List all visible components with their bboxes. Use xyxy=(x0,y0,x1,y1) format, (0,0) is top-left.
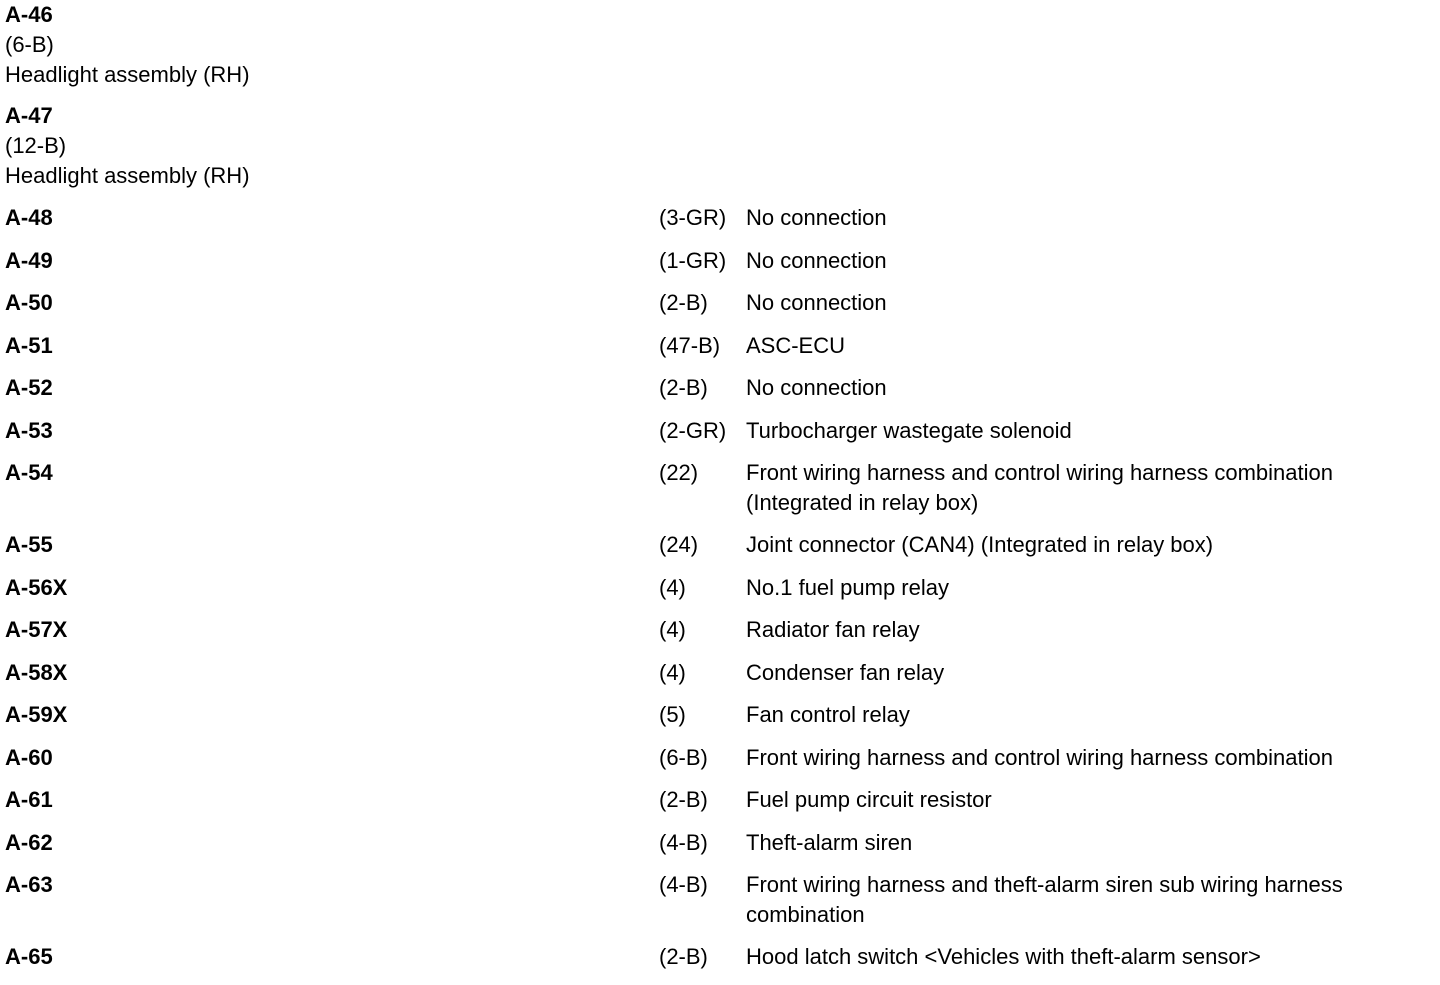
connector-pins: (4) xyxy=(659,659,686,685)
description-line: ASC-ECU xyxy=(746,332,846,358)
description-line: combination xyxy=(746,902,865,927)
description-line: Fuel pump circuit resistor xyxy=(746,787,992,812)
connector-row xyxy=(5,573,1435,616)
description-line: Theft-alarm siren xyxy=(746,829,913,855)
connector-code: A-53 xyxy=(5,417,53,443)
connector-pins: (4) xyxy=(659,617,686,642)
connector-pins: (24) xyxy=(659,532,699,557)
description-line: Condenser fan relay xyxy=(746,659,945,685)
connector-pins: (2-B) xyxy=(659,375,708,400)
connector-row xyxy=(5,743,1435,786)
connector-pins: (47-B) xyxy=(659,332,721,358)
connector-row xyxy=(5,785,1435,828)
connector-row xyxy=(5,828,1435,871)
connector-pins: (2-GR) xyxy=(659,417,727,443)
connector-table xyxy=(5,203,1435,985)
connector-list-page xyxy=(5,0,1435,969)
description-line: Turbocharger wastegate solenoid xyxy=(746,417,1072,443)
connector-description xyxy=(746,942,1436,972)
connector-description xyxy=(746,530,1436,560)
connector-code: A-50 xyxy=(5,290,53,315)
connector-pins: (5) xyxy=(659,702,686,727)
connector-description xyxy=(746,700,1436,730)
connector-code: A-56X xyxy=(5,574,68,600)
description-line: Fan control relay xyxy=(746,702,910,727)
connector-row xyxy=(5,331,1435,374)
description-line: Front wiring harness and control wiring harness combination xyxy=(746,744,1333,770)
connector-row xyxy=(5,373,1435,416)
connector-description: Headlight assembly (RH) xyxy=(5,163,250,188)
connector-description xyxy=(746,615,1436,645)
description-line: No connection xyxy=(746,375,887,400)
connector-code: A-55 xyxy=(5,532,53,557)
connector-code: A-47 xyxy=(5,103,53,128)
connector-row xyxy=(5,870,1435,942)
description-line: Radiator fan relay xyxy=(746,617,920,642)
connector-row xyxy=(5,700,1435,743)
description-line: Front wiring harness and theft-alarm siren sub wiring harness xyxy=(746,872,1343,897)
connector-code: A-61 xyxy=(5,787,53,812)
connector-row xyxy=(5,942,1435,985)
connector-description xyxy=(746,373,1436,403)
connector-row xyxy=(5,658,1435,701)
connector-description xyxy=(746,658,1436,688)
connector-code: A-46 xyxy=(5,2,53,27)
connector-description xyxy=(746,331,1436,361)
connector-description xyxy=(746,416,1436,446)
connector-pins: (12-B) xyxy=(5,133,67,158)
connector-pins: (4) xyxy=(659,574,686,600)
connector-code: A-59X xyxy=(5,702,68,727)
connector-pins: (2-B) xyxy=(659,290,708,315)
connector-code: A-58X xyxy=(5,659,68,685)
connector-row xyxy=(5,203,1435,246)
connector-code: A-54 xyxy=(5,460,53,485)
connector-row xyxy=(5,458,1435,530)
connector-description xyxy=(746,870,1436,930)
connector-pins: (2-B) xyxy=(659,944,708,969)
connector-entry xyxy=(5,101,1435,191)
connector-row xyxy=(5,530,1435,573)
connector-description xyxy=(746,573,1436,603)
connector-description xyxy=(746,203,1436,233)
connector-pins: (4-B) xyxy=(659,829,708,855)
connector-description xyxy=(746,828,1436,858)
description-line: No connection xyxy=(746,247,887,273)
connector-code: A-49 xyxy=(5,247,53,273)
connector-pins: (6-B) xyxy=(659,744,708,770)
connector-row xyxy=(5,615,1435,658)
description-line: Joint connector (CAN4) (Integrated in relay box) xyxy=(746,532,1214,557)
connector-description xyxy=(746,743,1436,773)
connector-code: A-48 xyxy=(5,205,53,230)
description-line: No connection xyxy=(746,205,887,230)
connector-description xyxy=(746,785,1436,815)
connector-pins: (2-B) xyxy=(659,787,708,812)
connector-pins: (1-GR) xyxy=(659,247,727,273)
stacked-entries xyxy=(5,0,1435,191)
connector-code: A-62 xyxy=(5,829,53,855)
connector-pins: (3-GR) xyxy=(659,205,727,230)
description-line: No.1 fuel pump relay xyxy=(746,574,949,600)
connector-row xyxy=(5,288,1435,331)
connector-entry xyxy=(5,0,1435,90)
connector-code: A-57X xyxy=(5,617,68,642)
connector-code: A-65 xyxy=(5,944,53,969)
connector-row xyxy=(5,246,1435,289)
connector-code: A-60 xyxy=(5,744,53,770)
connector-description xyxy=(746,288,1436,318)
connector-row xyxy=(5,416,1435,459)
description-line: Front wiring harness and control wiring harness combination xyxy=(746,460,1333,485)
description-line: No connection xyxy=(746,290,887,315)
connector-pins: (4-B) xyxy=(659,872,708,897)
connector-pins: (22) xyxy=(659,460,699,485)
description-line: (Integrated in relay box) xyxy=(746,490,979,515)
connector-description: Headlight assembly (RH) xyxy=(5,62,250,87)
connector-description xyxy=(746,458,1436,518)
connector-code: A-52 xyxy=(5,375,53,400)
connector-code: A-51 xyxy=(5,332,53,358)
connector-code: A-63 xyxy=(5,872,53,897)
connector-description xyxy=(746,246,1436,276)
connector-pins: (6-B) xyxy=(5,32,54,57)
description-line: Hood latch switch <Vehicles with theft-alarm sensor> xyxy=(746,944,1261,969)
